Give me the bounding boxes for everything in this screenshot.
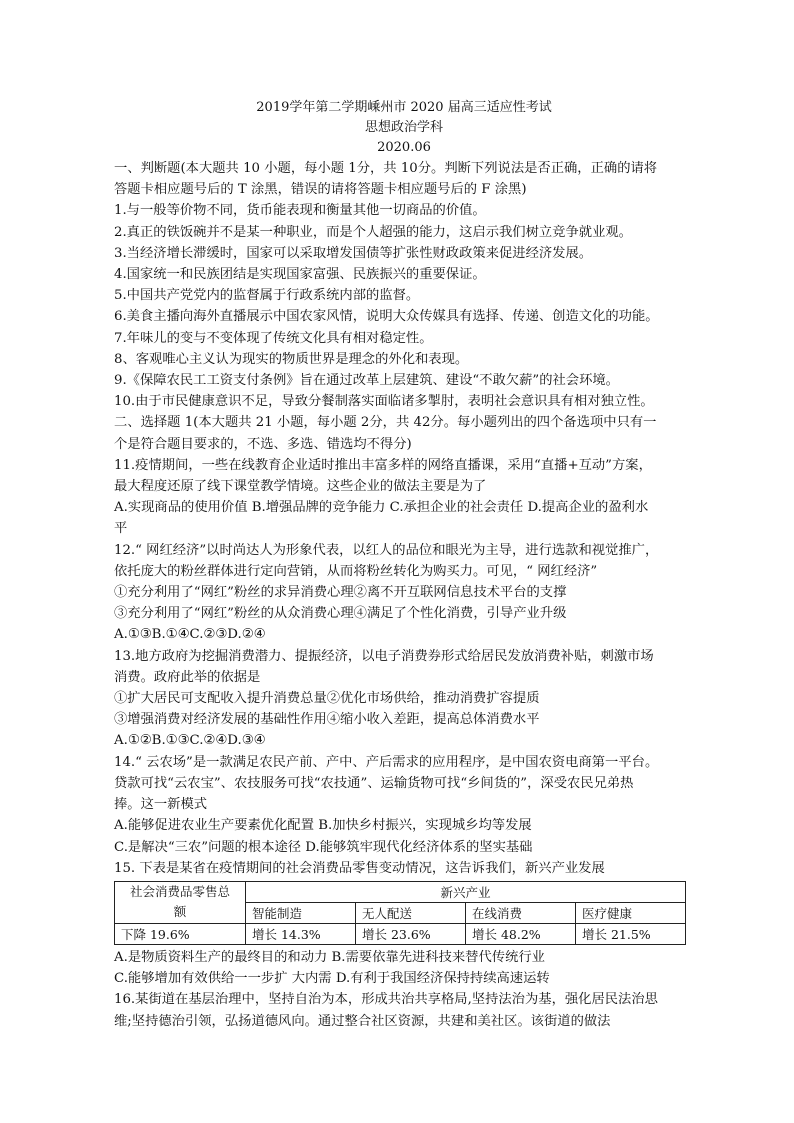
text-line: 6.美食主播向海外直播展示中国农家风情，说明大众传媒具有选择、传递、创造文化的功能。 [114,309,659,325]
text-line: ③充分利用了“网红”粉丝的从众消费心理④满足了个性化消费，引导产业升级 [114,606,567,622]
text-line: 13.地方政府为挖掘消费潜力、提振经济，以电子消费券形式给居民发放消费补贴，刺激市场 [114,648,654,664]
text-line: 答题卡相应题号后的 T 涂黑，错误的请将答题卡相应题号后的 F 涂黑) [114,182,527,198]
text-line: A.实现商品的使用价值 B.增强品牌的竞争能力 C.承担企业的社会责任 D.提高企业的盈利水 [114,500,649,516]
text-line: 16.某街道在基层治理中，坚持自治为本，形成共治共享格局,坚持法治为基，强化居民法治思 [114,992,658,1008]
table-subheader-cell: 无人配送 [356,902,466,923]
table-subheader-cell: 医疗健康 [576,902,686,923]
table-header-row [115,881,686,902]
text-line: 消费。政府此举的依据是 [114,669,261,685]
text-line: 最大程度还原了线下课堂教学情境。这些企业的做法主要是为了 [114,479,487,495]
table-header-retail [115,881,246,923]
text-line: ①扩大居民可支配收入提升消费总量②优化市场供给，推动消费扩容提质 [114,691,540,707]
text-line: A.①②B.①③C.②④D.③④ [114,733,266,749]
text-line: 8、客观唯心主义认为现实的物质世界是理念的外化和表现。 [114,351,469,367]
table-cell: 增长 48.2% [466,923,576,944]
text-line: ①充分利用了“网红”粉丝的求异消费心理②离不开互联网信息技术平台的支撑 [114,585,567,601]
text-line: A.能够促进农业生产要素优化配置 B.加快乡村振兴，实现城乡均等发展 [114,818,532,834]
text-line: A.是物质资料生产的最终目的和动力 B.需要依靠先进科技来替代传统行业 [114,949,545,965]
text-line: 贷款可找“云农宝”、农技服务可找“农技通”、运输货物可找“乡间货的”，深受农民兄弟热 [114,775,634,791]
exam-page [114,98,694,1032]
table-cell: 下降 19.6% [115,923,246,944]
text-line: 1.与一般等价物不同，货币能表现和衡量其他一切商品的价值。 [114,203,486,219]
text-line: 12.“ 网红经济”以时尚达人为形象代表，以红人的品位和眼光为主导，进行选款和视觉推广， [114,542,659,558]
consumption-table [114,881,686,945]
table-subheader-cell: 在线消费 [466,902,576,923]
text-line: 10.由于市民健康意识不足，导致分餐制落实面临诸多掣肘，表明社会意识具有相对独立性。 [114,394,654,410]
text-line: 7.年味儿的变与不变体现了传统文化具有相对稳定性。 [114,330,433,346]
text-line: C.是解决“三农”问题的根本途径 D.能够筑牢现代化经济体系的坚实基础 [114,839,533,855]
text-line: 依托庞大的粉丝群体进行定向营销，从而将粉丝转化为购买力。可见，“ 网红经济” [114,563,598,579]
text-line: 维;坚持德治引领，弘扬道德风向。通过整合社区资源，共建和美社区。该街道的做法 [114,1013,611,1029]
text-line: C.能够增加有效供给一一步扩 大内需 D.有利于我国经济保持持续高速运转 [114,971,550,987]
text-line: 平 [114,521,128,537]
exam-date: 2020.06 [377,140,431,155]
text-line: ③增强消费对经济发展的基础性作用④缩小收入差距，提高总体消费水平 [114,712,540,728]
text-line: 11.疫情期间，一些在线教育企业适时推出丰富多样的网络直播课，采用“直播+互动”方案， [114,457,652,473]
text-line: 捧。这一新模式 [114,797,208,813]
text-line: 2.真正的铁饭碗并不是某一种职业，而是个人超强的能力，这启示我们树立竞争就业观。 [114,224,632,240]
table-cell: 增长 14.3% [246,923,356,944]
text-line: 二、选择题 1(本大题共 21 小题，每小题 2分，共 42分。每小题列出的四个备选项中只有一 [114,415,657,431]
text-line: 4.国家统一和民族团结是实现国家富强、民族振兴的重要保证。 [114,267,486,283]
exam-subject: 思想政治学科 [364,120,443,135]
table-header-emerging: 新兴产业 [246,881,686,902]
table-cell: 增长 23.6% [356,923,466,944]
text-line: 3.当经济增长滞缓时，国家可以采取增发国债等扩张性财政政策来促进经济发展。 [114,245,593,261]
table-cell: 增长 21.5% [576,923,686,944]
text-line: A.①③B.①④C.②③D.②④ [114,627,266,643]
table-row [115,923,686,944]
text-line: 14.“ 云农场”是一款满足农民产前、产中、产后需求的应用程序，是中国农资电商第一平台。 [114,754,659,770]
exam-title: 2019学年第二学期嵊州市 2020 届高三适应性考试 [256,100,552,115]
table-subheader-cell: 智能制造 [246,902,356,923]
text-line: 5.中国共产党党内的监督属于行政系统内部的监督。 [114,288,420,304]
text-line: 一、判断题(本大题共 10 小题，每小题 1分，共 10分。判断下列说法是否正确，正确的请将 [114,161,658,176]
text-line: 9.《保障农民工工资支付条例》旨在通过改革上层建筑、建设“不敢欠薪”的社会环境。 [114,373,619,389]
text-line: 15. 下表是某省在疫情期间的社会消费品零售变动情况，这告诉我们，新兴产业发展 [114,860,605,876]
text-line: 个是符合题目要求的，不选、多选、错选均不得分) [114,436,412,452]
table-header-retail-line1: 社会消费品零售总 [129,884,230,900]
table-header-retail-line2: 额 [173,904,187,920]
